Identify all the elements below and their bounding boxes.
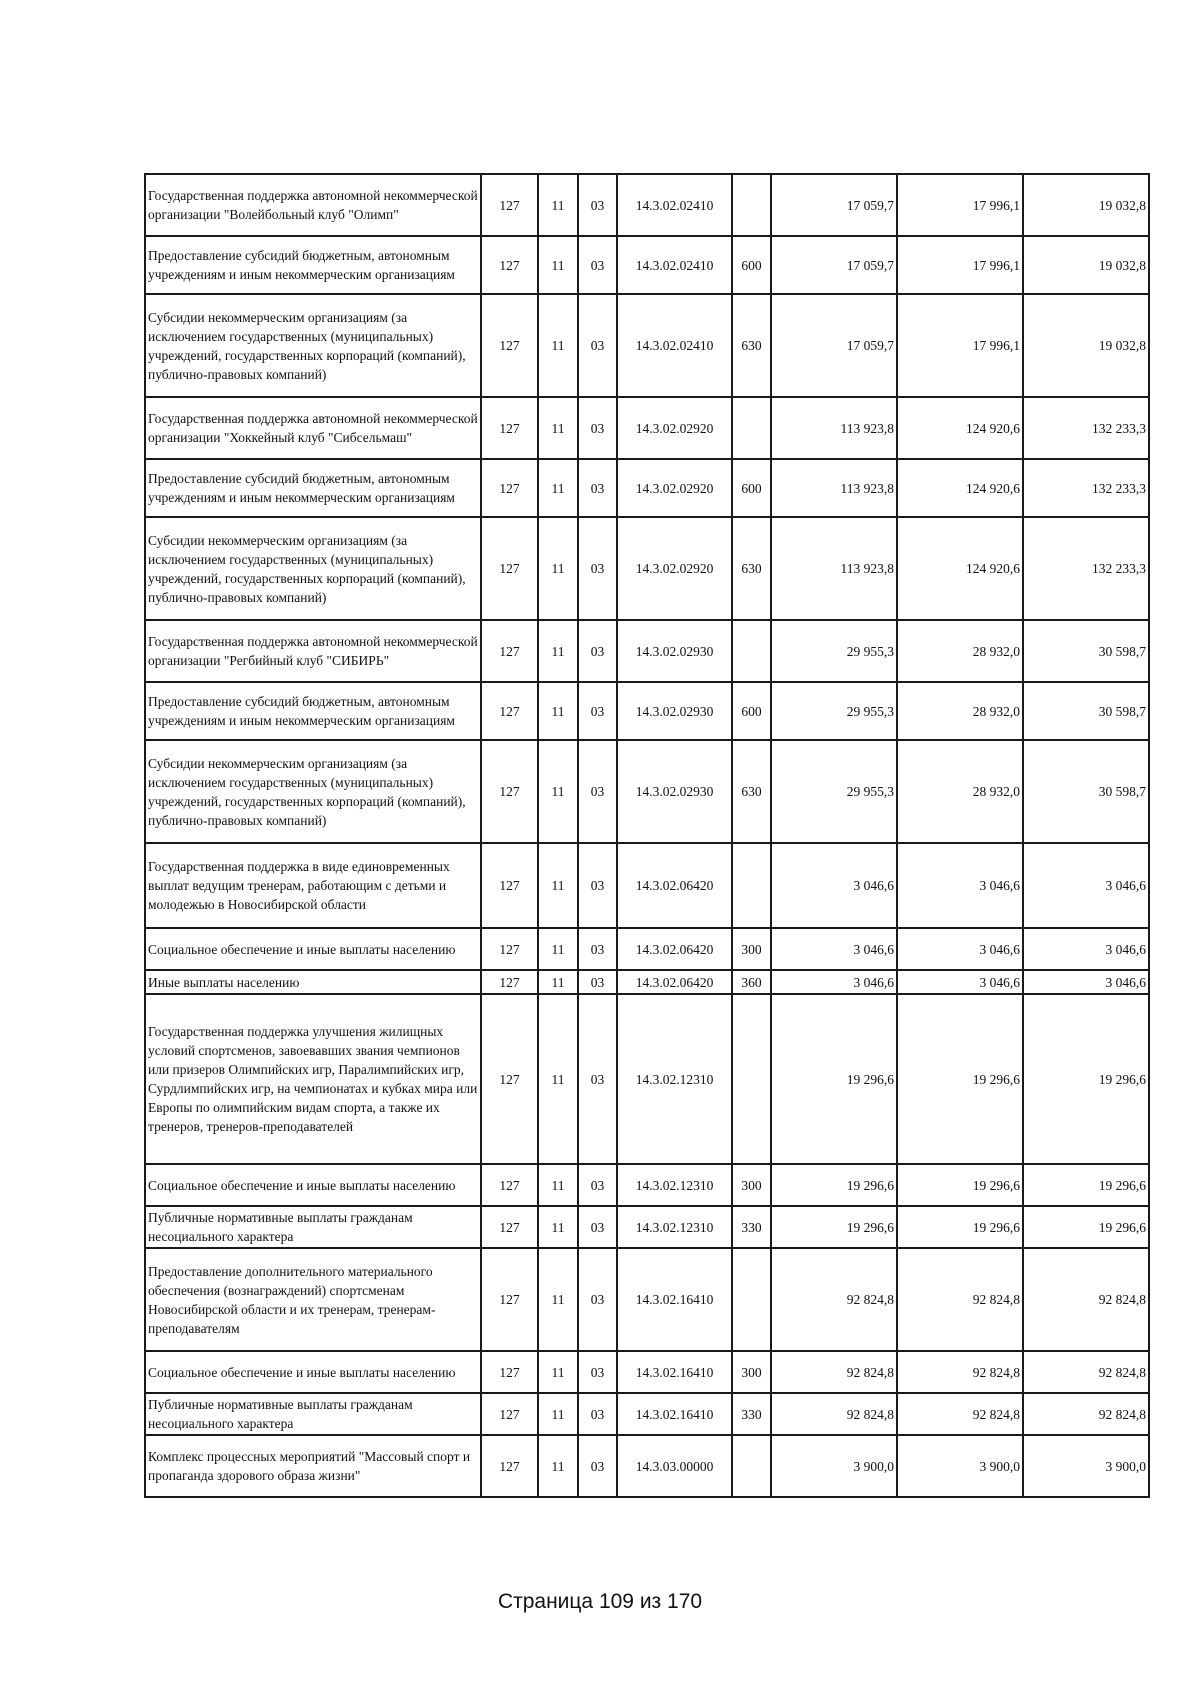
row-description: Социальное обеспечение и иные выплаты населению <box>145 1164 481 1206</box>
amount-year-2: 17 996,1 <box>897 236 1023 294</box>
row-description: Государственная поддержка в виде единовременных выплат ведущим тренерам, работающим с детьми и молодежью в Новосибирской области <box>145 843 481 928</box>
target-article-code: 14.3.02.02930 <box>617 740 732 843</box>
table-row <box>145 294 1149 397</box>
subsection-code: 03 <box>578 1248 617 1351</box>
row-description: Субсидии некоммерческим организациям (за исключением государственных (муниципальных) учреждений, государственных корпораций (компаний), публично-правовых компаний) <box>145 294 481 397</box>
subsection-code: 03 <box>578 970 617 994</box>
amount-year-3: 132 233,3 <box>1023 517 1149 620</box>
expense-type-code: 300 <box>732 1164 771 1206</box>
target-article-code: 14.3.02.02920 <box>617 397 732 459</box>
grbs-code: 127 <box>481 843 538 928</box>
amount-year-3: 30 598,7 <box>1023 682 1149 740</box>
table-row <box>145 843 1149 928</box>
amount-year-3: 132 233,3 <box>1023 459 1149 517</box>
amount-year-1: 19 296,6 <box>771 1164 897 1206</box>
grbs-code: 127 <box>481 459 538 517</box>
amount-year-1: 92 824,8 <box>771 1248 897 1351</box>
amount-year-1: 3 046,6 <box>771 843 897 928</box>
grbs-code: 127 <box>481 1435 538 1497</box>
subsection-code: 03 <box>578 517 617 620</box>
amount-year-3: 30 598,7 <box>1023 740 1149 843</box>
table-body <box>145 174 1149 1497</box>
expense-type-code: 630 <box>732 517 771 620</box>
row-description: Предоставление субсидий бюджетным, автономным учреждениям и иным некоммерческим организациям <box>145 682 481 740</box>
expense-type-code: 330 <box>732 1393 771 1435</box>
row-description: Государственная поддержка автономной некоммерческой организации "Регбийный клуб "СИБИРЬ" <box>145 620 481 682</box>
table-row <box>145 236 1149 294</box>
section-code: 11 <box>538 1206 578 1248</box>
amount-year-2: 124 920,6 <box>897 459 1023 517</box>
target-article-code: 14.3.02.16410 <box>617 1351 732 1393</box>
grbs-code: 127 <box>481 1164 538 1206</box>
amount-year-3: 3 046,6 <box>1023 928 1149 970</box>
amount-year-1: 17 059,7 <box>771 174 897 236</box>
amount-year-2: 19 296,6 <box>897 1206 1023 1248</box>
amount-year-2: 19 296,6 <box>897 994 1023 1164</box>
expense-type-code: 330 <box>732 1206 771 1248</box>
subsection-code: 03 <box>578 1206 617 1248</box>
section-code: 11 <box>538 994 578 1164</box>
grbs-code: 127 <box>481 994 538 1164</box>
subsection-code: 03 <box>578 459 617 517</box>
amount-year-3: 19 032,8 <box>1023 236 1149 294</box>
amount-year-3: 3 900,0 <box>1023 1435 1149 1497</box>
grbs-code: 127 <box>481 740 538 843</box>
row-description: Государственная поддержка автономной некоммерческой организации "Хоккейный клуб "Сибсельмаш" <box>145 397 481 459</box>
amount-year-2: 28 932,0 <box>897 620 1023 682</box>
section-code: 11 <box>538 1351 578 1393</box>
row-description: Предоставление дополнительного материального обеспечения (вознаграждений) спортсменам Новосибирской области и их тренерам, тренерам-преподавателям <box>145 1248 481 1351</box>
expense-type-code <box>732 843 771 928</box>
target-article-code: 14.3.02.02930 <box>617 682 732 740</box>
grbs-code: 127 <box>481 1248 538 1351</box>
subsection-code: 03 <box>578 1393 617 1435</box>
amount-year-2: 92 824,8 <box>897 1393 1023 1435</box>
amount-year-2: 19 296,6 <box>897 1164 1023 1206</box>
target-article-code: 14.3.02.06420 <box>617 970 732 994</box>
section-code: 11 <box>538 1248 578 1351</box>
target-article-code: 14.3.02.12310 <box>617 1164 732 1206</box>
expense-type-code <box>732 174 771 236</box>
target-article-code: 14.3.02.02410 <box>617 174 732 236</box>
grbs-code: 127 <box>481 682 538 740</box>
table-row <box>145 1435 1149 1497</box>
amount-year-3: 19 296,6 <box>1023 1164 1149 1206</box>
target-article-code: 14.3.03.00000 <box>617 1435 732 1497</box>
row-description: Публичные нормативные выплаты гражданам несоциального характера <box>145 1393 481 1435</box>
table-row <box>145 928 1149 970</box>
section-code: 11 <box>538 843 578 928</box>
table-row <box>145 994 1149 1164</box>
grbs-code: 127 <box>481 1206 538 1248</box>
grbs-code: 127 <box>481 620 538 682</box>
expense-type-code: 360 <box>732 970 771 994</box>
row-description: Социальное обеспечение и иные выплаты населению <box>145 928 481 970</box>
amount-year-2: 92 824,8 <box>897 1248 1023 1351</box>
grbs-code: 127 <box>481 1351 538 1393</box>
section-code: 11 <box>538 174 578 236</box>
table-row <box>145 1248 1149 1351</box>
target-article-code: 14.3.02.12310 <box>617 1206 732 1248</box>
amount-year-2: 28 932,0 <box>897 740 1023 843</box>
target-article-code: 14.3.02.02920 <box>617 459 732 517</box>
amount-year-2: 28 932,0 <box>897 682 1023 740</box>
row-description: Предоставление субсидий бюджетным, автономным учреждениям и иным некоммерческим организациям <box>145 459 481 517</box>
amount-year-1: 29 955,3 <box>771 740 897 843</box>
row-description: Иные выплаты населению <box>145 970 481 994</box>
expense-type-code: 630 <box>732 294 771 397</box>
target-article-code: 14.3.02.06420 <box>617 928 732 970</box>
table-row <box>145 1351 1149 1393</box>
row-description: Субсидии некоммерческим организациям (за исключением государственных (муниципальных) учреждений, государственных корпораций (компаний), публично-правовых компаний) <box>145 740 481 843</box>
subsection-code: 03 <box>578 994 617 1164</box>
table-row <box>145 397 1149 459</box>
table-row <box>145 740 1149 843</box>
subsection-code: 03 <box>578 397 617 459</box>
expense-type-code <box>732 1435 771 1497</box>
amount-year-2: 124 920,6 <box>897 397 1023 459</box>
table-row <box>145 1206 1149 1248</box>
section-code: 11 <box>538 620 578 682</box>
amount-year-3: 30 598,7 <box>1023 620 1149 682</box>
amount-year-2: 124 920,6 <box>897 517 1023 620</box>
row-description: Государственная поддержка автономной некоммерческой организации "Волейбольный клуб "Олимп" <box>145 174 481 236</box>
amount-year-1: 92 824,8 <box>771 1351 897 1393</box>
subsection-code: 03 <box>578 843 617 928</box>
amount-year-1: 92 824,8 <box>771 1393 897 1435</box>
section-code: 11 <box>538 1164 578 1206</box>
expense-type-code: 600 <box>732 459 771 517</box>
amount-year-3: 3 046,6 <box>1023 970 1149 994</box>
amount-year-3: 132 233,3 <box>1023 397 1149 459</box>
table-row <box>145 517 1149 620</box>
amount-year-1: 113 923,8 <box>771 459 897 517</box>
target-article-code: 14.3.02.16410 <box>617 1248 732 1351</box>
row-description: Публичные нормативные выплаты гражданам несоциального характера <box>145 1206 481 1248</box>
target-article-code: 14.3.02.02930 <box>617 620 732 682</box>
expense-type-code: 300 <box>732 1351 771 1393</box>
subsection-code: 03 <box>578 1435 617 1497</box>
expense-type-code: 600 <box>732 236 771 294</box>
row-description: Социальное обеспечение и иные выплаты населению <box>145 1351 481 1393</box>
section-code: 11 <box>538 517 578 620</box>
subsection-code: 03 <box>578 1351 617 1393</box>
row-description: Государственная поддержка улучшения жилищных условий спортсменов, завоевавших звания чемпионов или призеров Олимпийских игр, Паралимпийских игр, Сурдлимпийских игр, на чемпионатах и кубках мира или Европы по олимпийским видам спорта, а также их тренеров, тренеров-преподавателей <box>145 994 481 1164</box>
amount-year-1: 29 955,3 <box>771 620 897 682</box>
section-code: 11 <box>538 1393 578 1435</box>
section-code: 11 <box>538 459 578 517</box>
amount-year-1: 113 923,8 <box>771 517 897 620</box>
target-article-code: 14.3.02.02410 <box>617 236 732 294</box>
section-code: 11 <box>538 928 578 970</box>
row-description: Комплекс процессных мероприятий "Массовый спорт и пропаганда здорового образа жизни" <box>145 1435 481 1497</box>
amount-year-2: 92 824,8 <box>897 1351 1023 1393</box>
amount-year-1: 17 059,7 <box>771 236 897 294</box>
table-row <box>145 174 1149 236</box>
amount-year-1: 29 955,3 <box>771 682 897 740</box>
target-article-code: 14.3.02.06420 <box>617 843 732 928</box>
grbs-code: 127 <box>481 517 538 620</box>
section-code: 11 <box>538 682 578 740</box>
table-row <box>145 970 1149 994</box>
grbs-code: 127 <box>481 236 538 294</box>
amount-year-3: 92 824,8 <box>1023 1393 1149 1435</box>
target-article-code: 14.3.02.02920 <box>617 517 732 620</box>
amount-year-1: 113 923,8 <box>771 397 897 459</box>
subsection-code: 03 <box>578 174 617 236</box>
section-code: 11 <box>538 1435 578 1497</box>
amount-year-2: 17 996,1 <box>897 174 1023 236</box>
section-code: 11 <box>538 397 578 459</box>
expense-type-code: 300 <box>732 928 771 970</box>
amount-year-3: 19 296,6 <box>1023 994 1149 1164</box>
grbs-code: 127 <box>481 1393 538 1435</box>
amount-year-1: 3 900,0 <box>771 1435 897 1497</box>
subsection-code: 03 <box>578 740 617 843</box>
target-article-code: 14.3.02.12310 <box>617 994 732 1164</box>
table-row <box>145 459 1149 517</box>
subsection-code: 03 <box>578 620 617 682</box>
amount-year-3: 3 046,6 <box>1023 843 1149 928</box>
subsection-code: 03 <box>578 236 617 294</box>
amount-year-3: 92 824,8 <box>1023 1351 1149 1393</box>
amount-year-2: 3 046,6 <box>897 928 1023 970</box>
amount-year-1: 19 296,6 <box>771 1206 897 1248</box>
page-number: Страница 109 из 170 <box>497 1590 703 1613</box>
row-description: Субсидии некоммерческим организациям (за исключением государственных (муниципальных) учреждений, государственных корпораций (компаний), публично-правовых компаний) <box>145 517 481 620</box>
amount-year-3: 19 296,6 <box>1023 1206 1149 1248</box>
subsection-code: 03 <box>578 1164 617 1206</box>
grbs-code: 127 <box>481 174 538 236</box>
expense-type-code: 630 <box>732 740 771 843</box>
amount-year-3: 19 032,8 <box>1023 294 1149 397</box>
subsection-code: 03 <box>578 928 617 970</box>
expense-type-code <box>732 994 771 1164</box>
table-row <box>145 682 1149 740</box>
section-code: 11 <box>538 294 578 397</box>
amount-year-2: 3 900,0 <box>897 1435 1023 1497</box>
amount-year-1: 19 296,6 <box>771 994 897 1164</box>
amount-year-2: 3 046,6 <box>897 843 1023 928</box>
section-code: 11 <box>538 236 578 294</box>
amount-year-1: 3 046,6 <box>771 928 897 970</box>
subsection-code: 03 <box>578 294 617 397</box>
expense-type-code <box>732 397 771 459</box>
budget-table <box>144 173 1150 1498</box>
grbs-code: 127 <box>481 397 538 459</box>
table-row <box>145 1164 1149 1206</box>
amount-year-1: 3 046,6 <box>771 970 897 994</box>
expense-type-code <box>732 620 771 682</box>
grbs-code: 127 <box>481 970 538 994</box>
amount-year-2: 17 996,1 <box>897 294 1023 397</box>
section-code: 11 <box>538 740 578 843</box>
amount-year-1: 17 059,7 <box>771 294 897 397</box>
expense-type-code: 600 <box>732 682 771 740</box>
table-row <box>145 1393 1149 1435</box>
table-row <box>145 620 1149 682</box>
amount-year-2: 3 046,6 <box>897 970 1023 994</box>
amount-year-3: 92 824,8 <box>1023 1248 1149 1351</box>
grbs-code: 127 <box>481 294 538 397</box>
target-article-code: 14.3.02.02410 <box>617 294 732 397</box>
expense-type-code <box>732 1248 771 1351</box>
target-article-code: 14.3.02.16410 <box>617 1393 732 1435</box>
subsection-code: 03 <box>578 682 617 740</box>
amount-year-3: 19 032,8 <box>1023 174 1149 236</box>
grbs-code: 127 <box>481 928 538 970</box>
section-code: 11 <box>538 970 578 994</box>
row-description: Предоставление субсидий бюджетным, автономным учреждениям и иным некоммерческим организациям <box>145 236 481 294</box>
